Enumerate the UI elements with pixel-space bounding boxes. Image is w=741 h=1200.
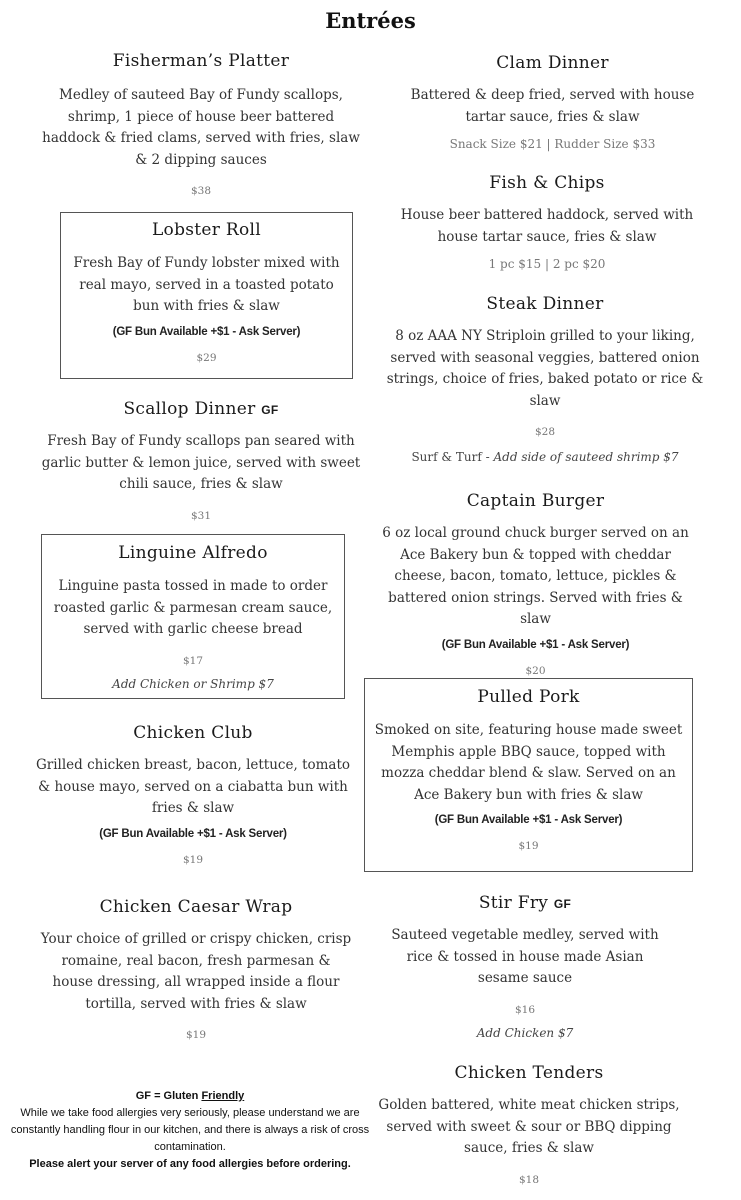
gf-tag: GF <box>261 403 279 417</box>
menu-item-fishermans-platter <box>40 48 362 197</box>
gf-legend <box>10 1088 370 1105</box>
menu-item-stir-fry <box>385 890 665 1040</box>
item-addon <box>385 446 705 465</box>
surf-turf-addon: Add side of sauteed shrimp $7 <box>493 450 679 464</box>
item-name: Fish & Chips <box>489 173 605 193</box>
gf-bun-note: (GF Bun Available +$1 - Ask Server) <box>441 638 630 651</box>
menu-item-lobster-roll <box>60 212 353 379</box>
item-name: Lobster Roll <box>151 220 262 240</box>
item-description: Golden battered, white meat chicken strips, served with sweet & sour or BBQ dipping sauce, fries & slaw <box>378 1097 680 1156</box>
item-name: Captain Burger <box>466 491 605 511</box>
gf-legend-label: GF = Gluten <box>135 1090 202 1102</box>
gf-legend-friendly: Friendly <box>201 1090 245 1102</box>
item-price: $18 <box>518 1173 540 1186</box>
item-sizes: Snack Size $21 | Rudder Size $33 <box>449 137 656 151</box>
allergy-disclaimer: While we take food allergies very seriously, please understand we are constantly handling flour in our kitchen, and there is always a risk of cross contamination. <box>10 1107 370 1153</box>
item-name: Chicken Caesar Wrap <box>99 897 293 917</box>
item-price: $19 <box>518 840 539 852</box>
item-price: $17 <box>182 654 204 667</box>
item-price: $29 <box>196 351 217 364</box>
item-name <box>40 396 362 422</box>
allergy-alert: Please alert your server of any food allergies before ordering. <box>29 1158 351 1170</box>
menu-item-pulled-pork <box>364 678 693 872</box>
item-description: Smoked on site, featuring house made sweet Memphis apple BBQ sauce, topped with mozza cheddar blend & slaw. Served on an Ace Bakery bun with fries & slaw <box>374 722 683 803</box>
item-price: $38 <box>190 185 212 197</box>
item-description: Battered & deep fried, served with house tartar sauce, fries & slaw <box>410 87 695 125</box>
menu-item-chicken-club <box>35 720 351 866</box>
item-price: $19 <box>185 1029 207 1041</box>
gf-tag: GF <box>553 897 572 911</box>
item-price: $31 <box>190 509 212 522</box>
item-description: Linguine pasta tossed in made to order roasted garlic & parmesan cream sauce, served with garlic cheese bread <box>53 578 333 637</box>
page-title: Entrées <box>325 8 416 33</box>
item-name: Fisherman’s Platter <box>112 51 290 71</box>
item-name: Pulled Pork <box>477 687 580 707</box>
item-price: $19 <box>182 853 204 866</box>
menu-item-steak-dinner <box>385 291 705 465</box>
item-name-text: Scallop Dinner <box>123 399 256 419</box>
item-price: $16 <box>514 1003 536 1016</box>
item-description: Fresh Bay of Fundy lobster mixed with real mayo, served in a toasted potato bun with fries & slaw <box>73 255 340 314</box>
gf-bun-note: (GF Bun Available +$1 - Ask Server) <box>99 827 287 840</box>
gf-bun-note: (GF Bun Available +$1 - Ask Server) <box>112 325 301 338</box>
item-name <box>385 890 665 916</box>
item-description: Grilled chicken breast, bacon, lettuce, tomato & house mayo, served on a ciabatta bun with fries & slaw <box>35 757 351 816</box>
item-description: 6 oz local ground chuck burger served on an Ace Bakery bun & topped with cheddar cheese, bacon, tomato, lettuce, pickles & battered onion strings. Served with fries & slaw <box>382 525 689 627</box>
menu-item-captain-burger <box>378 488 693 677</box>
menu-item-scallop-dinner <box>40 396 362 522</box>
item-description: Medley of sauteed Bay of Fundy scallops, shrimp, 1 piece of house beer battered haddock & fried clams, served with fries, slaw & 2 dipping sauces <box>42 87 360 168</box>
item-name: Linguine Alfredo <box>118 543 268 563</box>
item-price: $28 <box>534 426 556 438</box>
item-name: Clam Dinner <box>496 53 609 73</box>
menu-item-fish-and-chips <box>390 170 704 271</box>
item-price: $20 <box>525 664 546 677</box>
gf-bun-note: (GF Bun Available +$1 - Ask Server) <box>434 814 623 826</box>
menu-item-chicken-tenders <box>370 1060 688 1186</box>
item-name-text: Stir Fry <box>478 893 549 913</box>
surf-turf-label: Surf & Turf - <box>411 450 494 464</box>
item-description: Fresh Bay of Fundy scallops pan seared with garlic butter & lemon juice, served with sweet chili sauce, fries & slaw <box>41 433 361 492</box>
menu-item-chicken-caesar-wrap <box>40 894 352 1041</box>
menu-item-linguine-alfredo <box>41 534 345 699</box>
item-addon: Add Chicken $7 <box>476 1025 574 1040</box>
item-name: Chicken Club <box>133 723 253 743</box>
item-description: House beer battered haddock, served with house tartar sauce, fries & slaw <box>400 207 694 245</box>
item-name: Chicken Tenders <box>454 1063 604 1083</box>
item-description: 8 oz AAA NY Striploin grilled to your liking, served with seasonal veggies, battered onion strings, choice of fries, baked potato or rice & slaw <box>386 328 704 409</box>
menu-item-clam-dinner <box>395 50 710 151</box>
allergy-footer <box>10 1088 370 1173</box>
item-description: Your choice of grilled or crispy chicken, crisp romaine, real bacon, fresh parmesan & house dressing, all wrapped inside a flour tortilla, served with fries & slaw <box>40 931 352 1012</box>
item-sizes: 1 pc $15 | 2 pc $20 <box>488 257 606 271</box>
item-description: Sauteed vegetable medley, served with rice & tossed in house made Asian sesame sauce <box>391 927 659 986</box>
item-name: Steak Dinner <box>486 294 604 314</box>
item-addon: Add Chicken or Shrimp $7 <box>112 676 274 691</box>
